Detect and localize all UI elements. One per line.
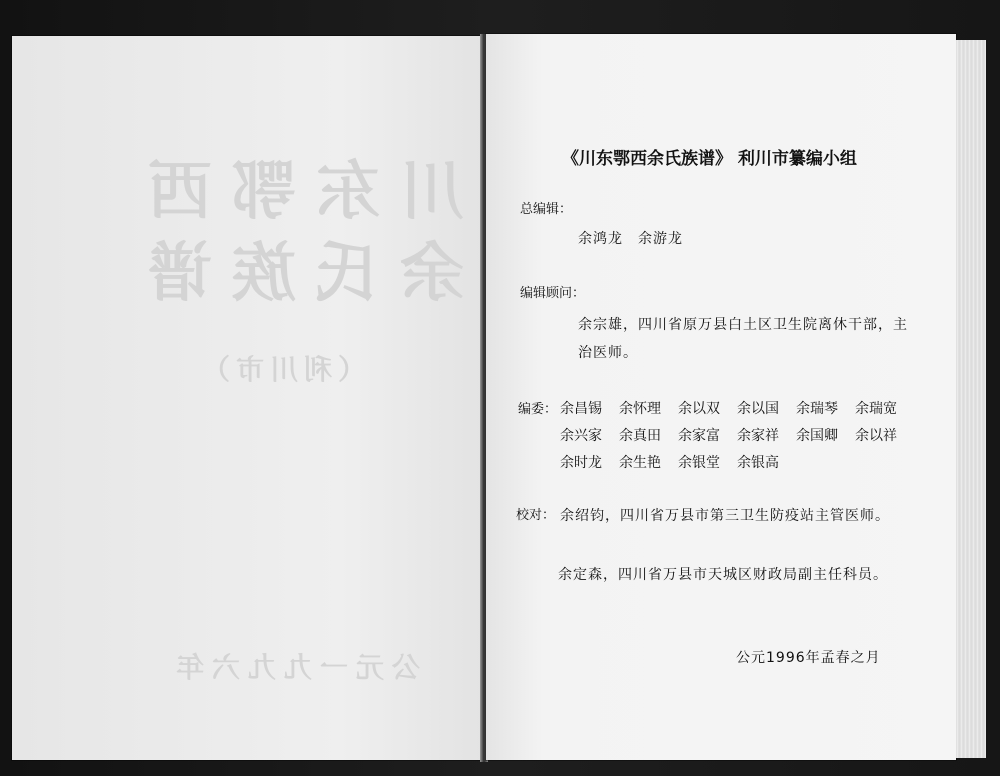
proofreader-1: 余绍钧，四川省万县市第三卫生防疫站主管医师。 xyxy=(560,508,890,524)
committee-member: 余银高 xyxy=(737,455,779,471)
committee-member: 余以祥 xyxy=(855,428,897,444)
committee-member: 余以双 xyxy=(678,401,720,417)
ghost-title-1: 川东鄂西 xyxy=(128,154,464,229)
page-edges xyxy=(956,40,986,758)
ghost-title-2: 余氏族谱 xyxy=(128,236,464,311)
advisor-line-1: 余宗雄，四川省原万县白土区卫生院离休干部，主 xyxy=(578,317,908,333)
committee-member: 余昌锡 xyxy=(560,401,602,417)
committee-member: 余时龙 xyxy=(560,455,602,471)
advisor-label: 编辑顾问： xyxy=(520,286,586,301)
committee-label: 编委： xyxy=(518,402,558,417)
ghost-date: 公元一九九六年 xyxy=(168,651,421,684)
right-page xyxy=(486,34,956,760)
chief-editor-label: 总编辑： xyxy=(520,202,573,217)
committee-member: 余瑞琴 xyxy=(796,401,838,417)
committee-member: 余瑞宽 xyxy=(855,401,897,417)
committee-row-3 xyxy=(560,452,796,472)
advisor-line-2: 治医师。 xyxy=(578,345,638,361)
committee-member: 余以国 xyxy=(737,401,779,417)
page-title: 《川东鄂西余氏族谱》 利川市纂编小组 xyxy=(562,149,857,169)
chief-editors: 余鸿龙 余游龙 xyxy=(578,231,683,247)
committee-row-1 xyxy=(560,398,914,418)
committee-member: 余家祥 xyxy=(737,428,779,444)
publication-date: 公元1996年孟春之月 xyxy=(736,650,881,666)
committee-member: 余怀理 xyxy=(619,401,661,417)
committee-member: 余家富 xyxy=(678,428,720,444)
committee-member: 余银堂 xyxy=(678,455,720,471)
committee-member: 余国卿 xyxy=(796,428,838,444)
committee-row-2 xyxy=(560,425,914,445)
proof-label: 校对： xyxy=(516,508,556,523)
committee-member: 余兴家 xyxy=(560,428,602,444)
ghost-subtitle: （利川市） xyxy=(196,353,367,386)
committee-member: 余真田 xyxy=(619,428,661,444)
proofreader-2: 余定森，四川省万县市天城区财政局副主任科员。 xyxy=(558,567,888,583)
committee-member: 余生艳 xyxy=(619,455,661,471)
